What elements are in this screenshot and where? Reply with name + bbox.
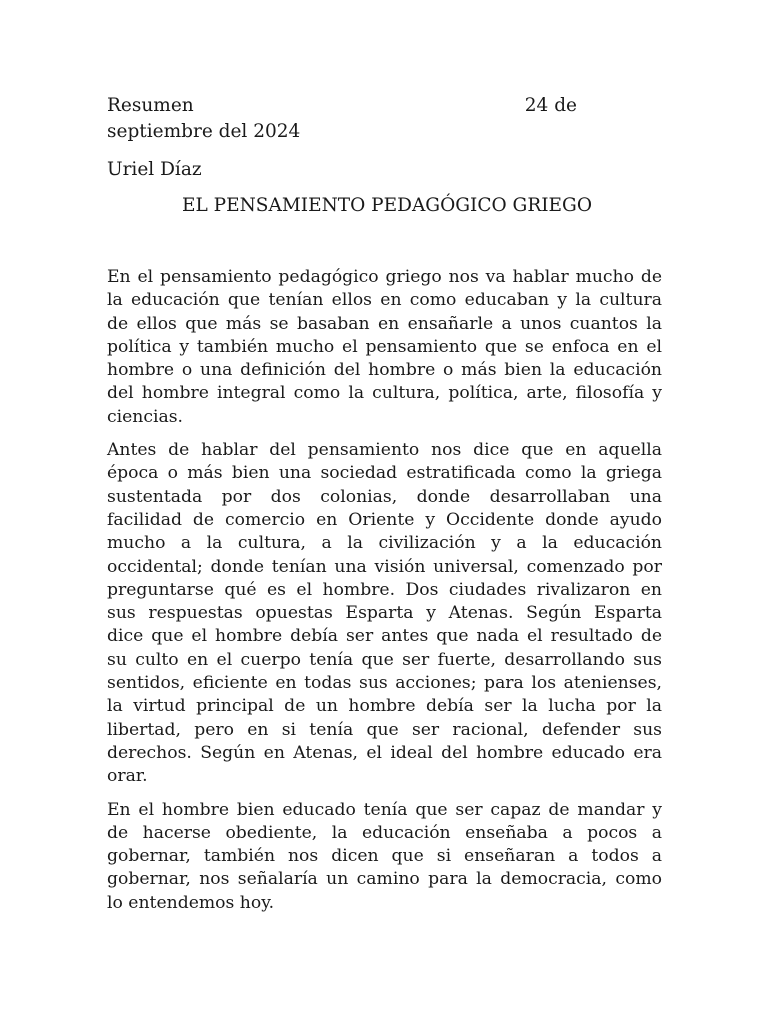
paragraph-line: occidental; donde tenían una visión universal, comenzado por: [107, 556, 662, 577]
paragraph-2: [107, 439, 662, 788]
date-continuation: septiembre del 2024: [107, 121, 301, 142]
paragraph-line: gobernar, nos señalaría un camino para la democracia, como: [107, 869, 662, 890]
paragraph-line: Antes de hablar del pensamiento nos dice que en aquella: [107, 440, 662, 461]
paragraph-line: sentidos, eficiente en todas sus acciones; para los atenienses,: [107, 673, 662, 694]
paragraph-line: sustentada por dos colonias, donde desarrollaban una: [107, 486, 662, 507]
paragraph-line: facilidad de comercio en Oriente y Occidente donde ayudo: [107, 509, 662, 530]
paragraph-line: de hacerse obediente, la educación enseñaba a pocos a: [107, 822, 662, 843]
summary-label: Resumen: [107, 95, 194, 116]
document-body: [107, 266, 662, 925]
paragraph-line: de ellos que más se basaban en ensañarle a unos cuantos la: [107, 313, 662, 334]
paragraph-line: sus respuestas opuestas Esparta y Atenas. Según Esparta: [107, 603, 662, 624]
paragraph-line: ciencias.: [107, 406, 184, 427]
header-summary-line: [107, 94, 577, 118]
paragraph-line: del hombre integral como la cultura, política, arte, filosofía y: [107, 383, 662, 404]
paragraph-line: gobernar, también nos dicen que si enseñaran a todos a: [107, 846, 662, 867]
paragraph-line: orar.: [107, 766, 148, 787]
paragraph-line: política y también mucho el pensamiento que se enfoca en el: [107, 336, 662, 357]
paragraph-line: libertad, pero en si tenía que ser racional, defender sus: [107, 719, 662, 740]
paragraph-3: [107, 799, 662, 915]
paragraph-line: lo entendemos hoy.: [107, 892, 275, 913]
paragraph-line: En el hombre bien educado tenía que ser capaz de mandar y: [107, 799, 662, 820]
paragraph-line: preguntarse qué es el hombre. Dos ciudades rivalizaron en: [107, 579, 662, 600]
paragraph-line: En el pensamiento pedagógico griego nos va hablar mucho de: [107, 267, 662, 287]
paragraph-line: mucho a la cultura, a la civilización y a la educación: [107, 533, 662, 554]
author-name: Uriel Díaz: [107, 159, 202, 180]
paragraph-line: la virtud principal de un hombre debía ser la lucha por la: [107, 696, 662, 717]
paragraph-line: hombre o una definición del hombre o más bien la educación: [107, 360, 662, 381]
paragraph-line: la educación que tenían ellos en como educaban y la cultura: [107, 290, 662, 311]
paragraph-line: su culto en el cuerpo tenía que ser fuerte, desarrollando sus: [107, 649, 662, 670]
paragraph-1: [107, 266, 662, 429]
paragraph-line: dice que el hombre debía ser antes que nada el resultado de: [107, 626, 662, 647]
document-title: EL PENSAMIENTO PEDAGÓGICO GRIEGO: [181, 195, 593, 216]
paragraph-line: derechos. Según en Atenas, el ideal del hombre educado era: [107, 742, 662, 763]
date-day: 24 de: [524, 95, 577, 116]
paragraph-line: época o más bien una sociedad estratificada como la griega: [107, 463, 662, 484]
